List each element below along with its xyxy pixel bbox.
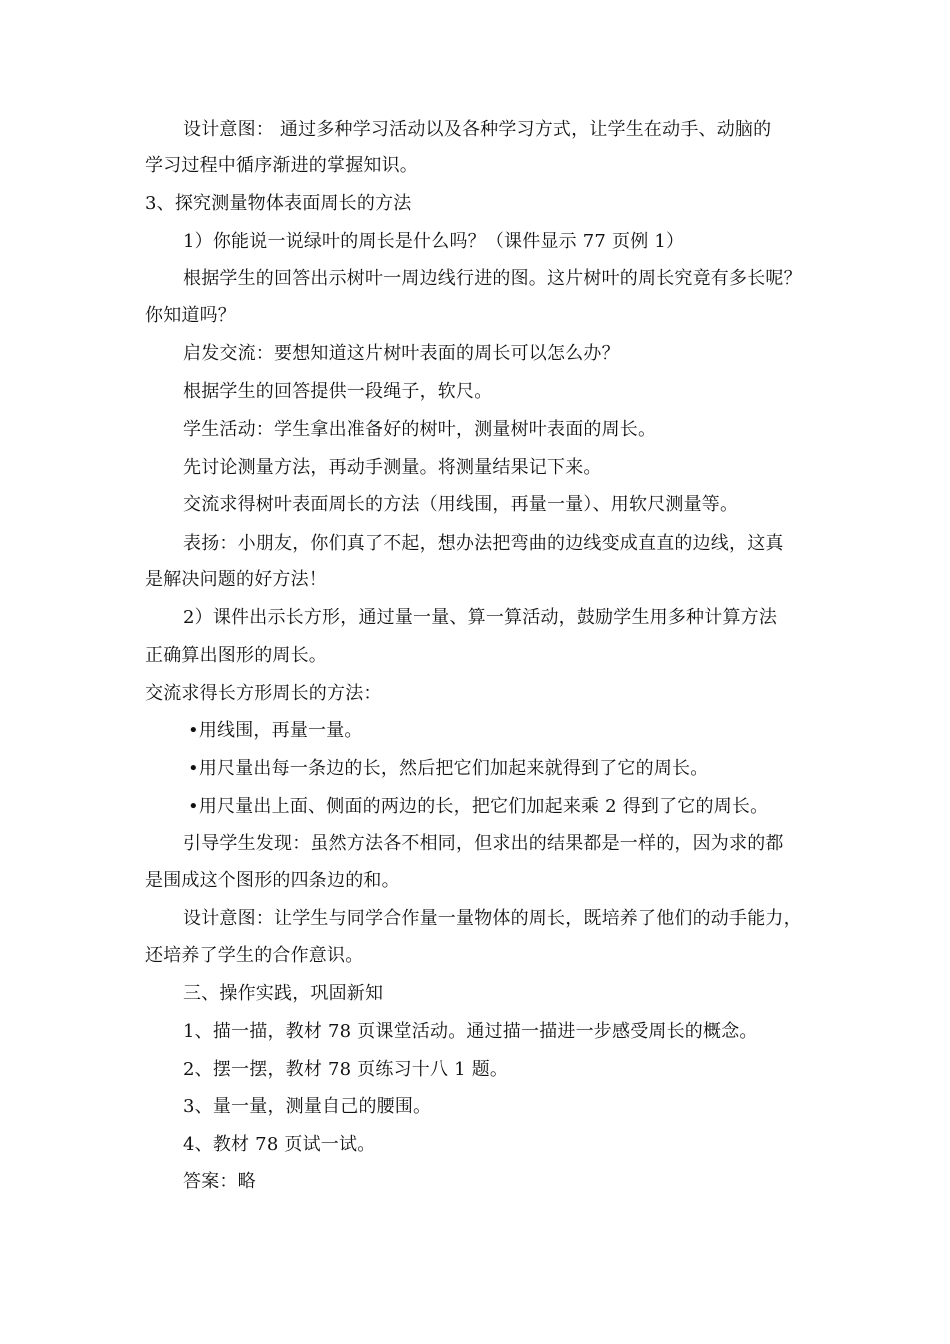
guide-discovery-line-1: 引导学生发现：虽然方法各不相同，但求出的结果都是一样的，因为求的都 (183, 833, 784, 854)
answer-line: 答案：略 (183, 1171, 256, 1192)
method-bullet-2: •用尺量出每一条边的长，然后把它们加起来就得到了它的周长。 (188, 758, 709, 779)
method-bullet-1: •用线围，再量一量。 (188, 720, 363, 741)
design-intent-2-line-1: 设计意图：让学生与同学合作量一量物体的周长，既培养了他们的动手能力， (183, 908, 802, 929)
exercise-1-line: 1、描一描，教材 78 页课堂活动。通过描一描进一步感受周长的概念。 (183, 1021, 758, 1042)
praise-line-2: 是解决问题的好方法！ (145, 569, 327, 590)
leaf-perimeter-line-1: 根据学生的回答出示树叶一周边线行进的图。这片树叶的周长究竟有多长呢？ (183, 268, 802, 289)
leaf-perimeter-line-2: 你知道吗？ (145, 305, 236, 326)
rectangle-activity-line-2: 正确算出图形的周长。 (145, 645, 327, 666)
praise-line-1: 表扬：小朋友，你们真了不起，想办法把弯曲的边线变成直直的边线，这真 (183, 533, 784, 554)
method-bullet-3: •用尺量出上面、侧面的两边的长，把它们加起来乘 2 得到了它的周长。 (188, 796, 769, 817)
student-activity-line: 学生活动：学生拿出准备好的树叶，测量树叶表面的周长。 (183, 419, 657, 440)
guide-discovery-line-2: 是围成这个图形的四条边的和。 (145, 870, 400, 891)
section-heading-practice: 三、操作实践，巩固新知 (183, 983, 384, 1004)
design-intent-line-2: 学习过程中循序渐进的掌握知识。 (145, 155, 418, 176)
provide-tools-line: 根据学生的回答提供一段绳子，软尺。 (183, 381, 493, 402)
rectangle-method-heading: 交流求得长方形周长的方法： (145, 683, 382, 704)
section-heading-3: 3、探究测量物体表面周长的方法 (145, 193, 412, 214)
exchange-method-line: 交流求得树叶表面周长的方法（用线围，再量一量）、用软尺测量等。 (183, 494, 739, 515)
design-intent-line-1: 设计意图： 通过多种学习活动以及各种学习方式，让学生在动手、动脑的 (183, 119, 772, 140)
question-1-line: 1）你能说一说绿叶的周长是什么吗？（课件显示 77 页例 1） (183, 231, 685, 252)
exercise-2-line: 2、摆一摆，教材 78 页练习十八 1 题。 (183, 1059, 509, 1080)
design-intent-2-line-2: 还培养了学生的合作意识。 (145, 945, 364, 966)
exercise-3-line: 3、量一量，测量自己的腰围。 (183, 1096, 432, 1117)
inspire-discussion-line: 启发交流：要想知道这片树叶表面的周长可以怎么办？ (183, 343, 620, 364)
discuss-method-line: 先讨论测量方法，再动手测量。将测量结果记下来。 (183, 457, 602, 478)
rectangle-activity-line-1: 2）课件出示长方形，通过量一量、算一算活动，鼓励学生用多种计算方法 (183, 607, 778, 628)
exercise-4-line: 4、教材 78 页试一试。 (183, 1134, 376, 1155)
